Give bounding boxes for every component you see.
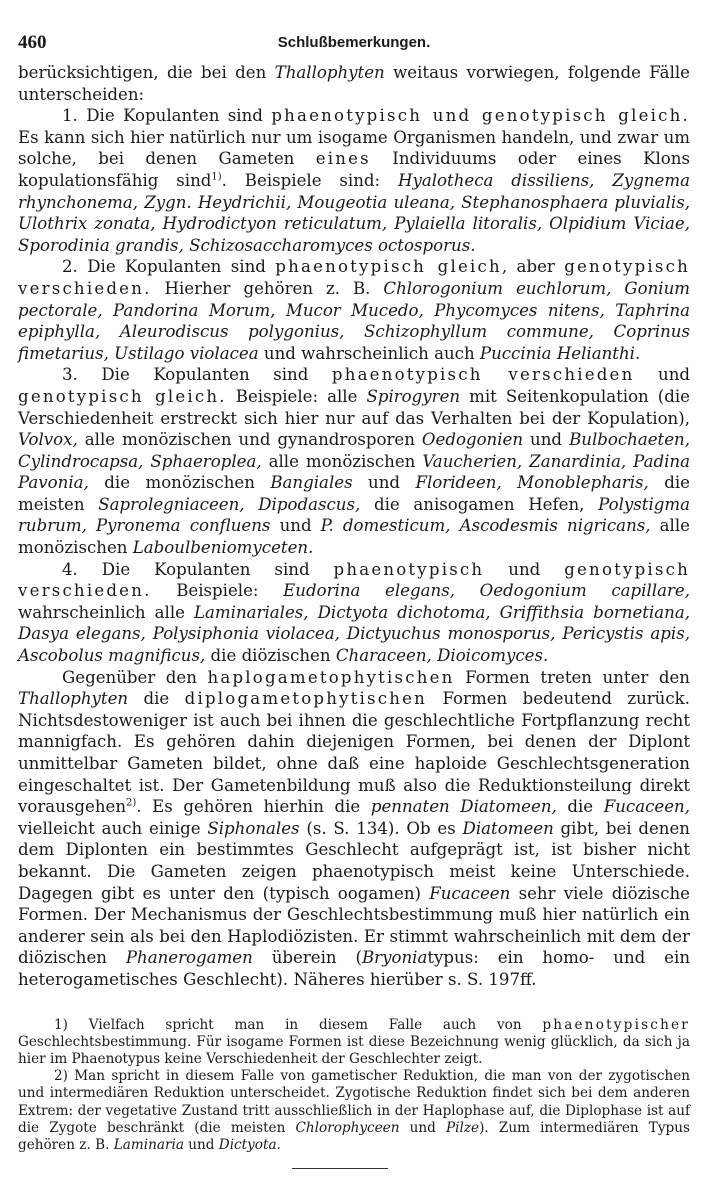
italic-text: Chlorogonium euchlorum, Gonium pectorale, Pandorina Morum, Mucor Mucedo, Phycomyces nitens, Taphrina epiphylla, Aleurodiscus polygonius, Schizophyllum commune, Coprinus fimetarius, Ustilago violacea: [18, 278, 690, 363]
italic-text: Laboulbeniomyceten.: [132, 538, 314, 558]
paragraph-case-3: [18, 364, 690, 558]
text-run: und: [484, 559, 565, 579]
italic-text: Saprolegniaceen, Dipodascus,: [98, 494, 361, 514]
text-run: 4. Die Kopulanten sind: [62, 559, 334, 579]
text-run: mit Seitenkopulation (die Verschiedenheit erstreckt sich hier nur auf das Verhalten bei der Kopulation),: [18, 386, 690, 428]
spaced-emphasis: genotypisch verschieden.: [18, 257, 691, 298]
italic-text: Fucaceen: [429, 883, 511, 903]
text-run: 2) Man spricht in diesem Falle von gametischer Reduktion, die man von der zygotischen und intermediären Reduktion unterscheidet. Zygotische Reduktion findet sich bei dem anderen Extrem: der vegetative Zustand tritt ausschließlich in der Haplophase auf, die Diplophase ist auf die Zygote beschränkt (die meisten: [18, 1068, 690, 1136]
text-run: Es kann sich hier natürlich nur um isogame Organismen handeln, und zwar um solche, bei denen Gameten: [18, 127, 690, 169]
text-run: die monözischen: [88, 473, 271, 493]
page-number: 460: [18, 32, 47, 53]
spaced-emphasis: phaenotypisch verschieden: [331, 365, 635, 385]
text-run: . Es gehören hierhin die: [136, 797, 371, 817]
text-run: typus: ein homo- und ein heterogametisches Geschlecht). Näheres hierüber s. S. 197ff.: [18, 948, 690, 989]
paragraph-case-1: [18, 105, 690, 256]
italic-text: Thallophyten: [274, 63, 385, 82]
text-run: und wahrscheinlich auch: [258, 343, 480, 363]
text-run: und: [523, 430, 570, 450]
text-run: die anisogamen Hefen,: [360, 494, 599, 514]
spaced-emphasis: phaenotypisch gleich: [275, 257, 502, 277]
book-page: [18, 32, 690, 1154]
spaced-emphasis: genotypisch verschieden.: [18, 559, 691, 601]
text-run: alle monözischen: [261, 451, 423, 471]
footnote-ref: 2): [126, 797, 137, 809]
text-run: Formen bedeutend zurück. Nichtsdestoweniger ist auch bei ihnen die geschlechtliche Fortpflanzung recht mannigfach. Es gehören dahin diejenigen Formen, bei denen der Diplont unmittelbar Gameten bildet, ohne daß eine haploide Geschlechtsgeneration eingeschaltet ist. Der Gametenbildung muß also die Reduktionsteilung direkt vorausgehen: [18, 689, 690, 817]
text-run: . Beispiele sind:: [221, 170, 398, 190]
italic-text: Bryonia: [361, 948, 428, 968]
text-run: berücksichtigen, die bei den: [18, 63, 275, 82]
text-run: und: [399, 1119, 447, 1136]
italic-text: Characeen, Dioicomyces.: [335, 646, 549, 666]
text-run: Formen treten unter den: [454, 667, 690, 687]
text-run: alle monözischen und gynandrosporen: [77, 430, 422, 450]
italic-text: Volvox,: [18, 430, 78, 450]
footnote-1: [18, 1017, 690, 1069]
text-run: und: [183, 1136, 219, 1153]
italic-text: Bangiales: [270, 473, 353, 493]
italic-text: Polystigma rubrum, Pyronema confluens: [18, 494, 691, 536]
italic-text: Dictyota.: [218, 1136, 281, 1153]
spaced-emphasis: phaenotypischer: [542, 1016, 690, 1033]
text-run: 1) Vielfach spricht man in diesem Falle auch von: [54, 1016, 543, 1033]
text-run: und: [634, 365, 691, 385]
paragraph-intro: [18, 62, 690, 105]
text-run: Gegenüber den: [62, 667, 208, 687]
spaced-emphasis: haplogametophytischen: [207, 667, 455, 687]
text-run: Beispiele: alle: [226, 386, 367, 406]
italic-text: Phanerogamen: [125, 948, 253, 968]
italic-text: P. domesticum, Ascodesmis nigricans,: [320, 516, 651, 536]
text-run: die diözischen: [205, 646, 336, 666]
text-run: 2. Die Kopulanten sind: [62, 257, 276, 277]
text-run: , aber: [501, 257, 565, 277]
text-run: die: [556, 797, 604, 817]
spaced-emphasis: phaenotypisch: [333, 559, 485, 579]
italic-text: Puccinia Helianthi.: [479, 343, 641, 363]
italic-text: Vaucherien, Zanardinia, Padina Pavonia,: [18, 451, 691, 493]
text-run: die: [128, 689, 185, 709]
text-run: Individuums oder eines Klons kopulationsfähig sind: [18, 149, 690, 190]
text-run: Geschlechtsbestimmung. Für isogame Formen ist diese Bezeichnung wenig glücklich, da sich ja hier im Phaenotypus keine Verschiedenheit der Geschlechter zeigt.: [18, 1033, 690, 1067]
italic-text: Siphonales: [207, 818, 300, 838]
italic-text: Fucaceen,: [603, 797, 690, 817]
italic-text: Thallophyten: [18, 689, 129, 709]
text-run: alle monözischen: [18, 516, 690, 558]
italic-text: Diatomeen: [462, 818, 554, 838]
footnotes: [18, 1017, 690, 1155]
text-run: und: [352, 473, 416, 493]
text-run: sehr viele diözische Formen. Der Mechanismus der Geschlechtsbestimmung muß hier natürlich ein anderer sein als bei den Haplodiözisten. Er stimmt wahrscheinlich mit dem der diözischen: [18, 883, 690, 968]
spaced-emphasis: eines: [315, 149, 371, 169]
text-run: Beispiele:: [151, 581, 284, 601]
text-run: überein (: [252, 948, 362, 968]
paragraph-diplogametophytic: [18, 667, 690, 991]
body-text: [18, 62, 690, 991]
italic-text: Oedogonien: [421, 430, 524, 450]
text-run: wahrscheinlich alle: [18, 602, 194, 622]
paragraph-case-2: [18, 256, 690, 364]
text-run: (s. S. 134). Ob es: [299, 818, 463, 838]
text-run: Hierher gehören z. B.: [151, 278, 384, 298]
italic-text: Laminaria: [113, 1136, 184, 1153]
italic-text: Pilze: [446, 1119, 480, 1136]
bottom-divider: [292, 1168, 388, 1169]
text-run: und: [270, 516, 321, 536]
italic-text: pennaten Diatomeen,: [370, 797, 557, 817]
paragraph-case-4: [18, 559, 690, 667]
text-run: ). Zum intermediären Typus gehören z. B.: [18, 1119, 690, 1153]
text-run: gibt, bei denen dem Diplonten ein bestimmtes Geschlecht aufgeprägt ist, ist bisher nicht bekannt. Die Gameten zeigen phaenotypisch meist keine Unterschiede. Dagegen gibt es unter den (typisch oogamen): [18, 818, 690, 903]
italic-text: Spirogyren: [366, 386, 461, 406]
spaced-emphasis: diplogametophytischen: [184, 689, 428, 709]
text-run: 3. Die Kopulanten sind: [62, 365, 332, 385]
text-run: weitaus vorwiegen, folgende Fälle unterscheiden:: [18, 63, 690, 104]
page-header: [18, 32, 690, 62]
running-title: Schlußbemerkungen.: [277, 34, 431, 51]
italic-text: Chlorophyceen: [295, 1119, 400, 1136]
spaced-emphasis: genotypisch gleich.: [18, 386, 227, 406]
italic-text: Hyalotheca dissiliens, Zygnema rhynchonema, Zygn. Heydrichii, Mougeotia uleana, Stephanosphaera pluvialis, Ulothrix zonata, Hydrodictyon reticulatum, Pylaiella litoralis, Olpidium Viciae, Sporodinia grandis, Schizosaccharomyces octosporus.: [18, 170, 690, 255]
text-run: 1. Die Kopulanten sind: [62, 106, 272, 126]
text-run: vielleicht auch einige: [18, 818, 208, 838]
text-run: die meisten: [18, 473, 690, 514]
spaced-emphasis: phaenotypisch und genotypisch gleich.: [271, 106, 690, 126]
italic-text: Eudorina elegans, Oedogonium capillare,: [283, 581, 690, 601]
italic-text: Laminariales, Dictyota dichotoma, Griffithsia bornetiana, Dasya elegans, Polysiphonia violacea, Dictyuchus monosporus, Pericystis apis, Ascobolus magnificus,: [18, 602, 690, 666]
italic-text: Bulbochaeten, Cylindrocapsa, Sphaeroplea,: [18, 430, 691, 471]
footnote-2: [18, 1068, 690, 1154]
italic-text: Florideen, Monoblepharis,: [415, 473, 649, 493]
footnote-ref: 1): [211, 171, 222, 183]
